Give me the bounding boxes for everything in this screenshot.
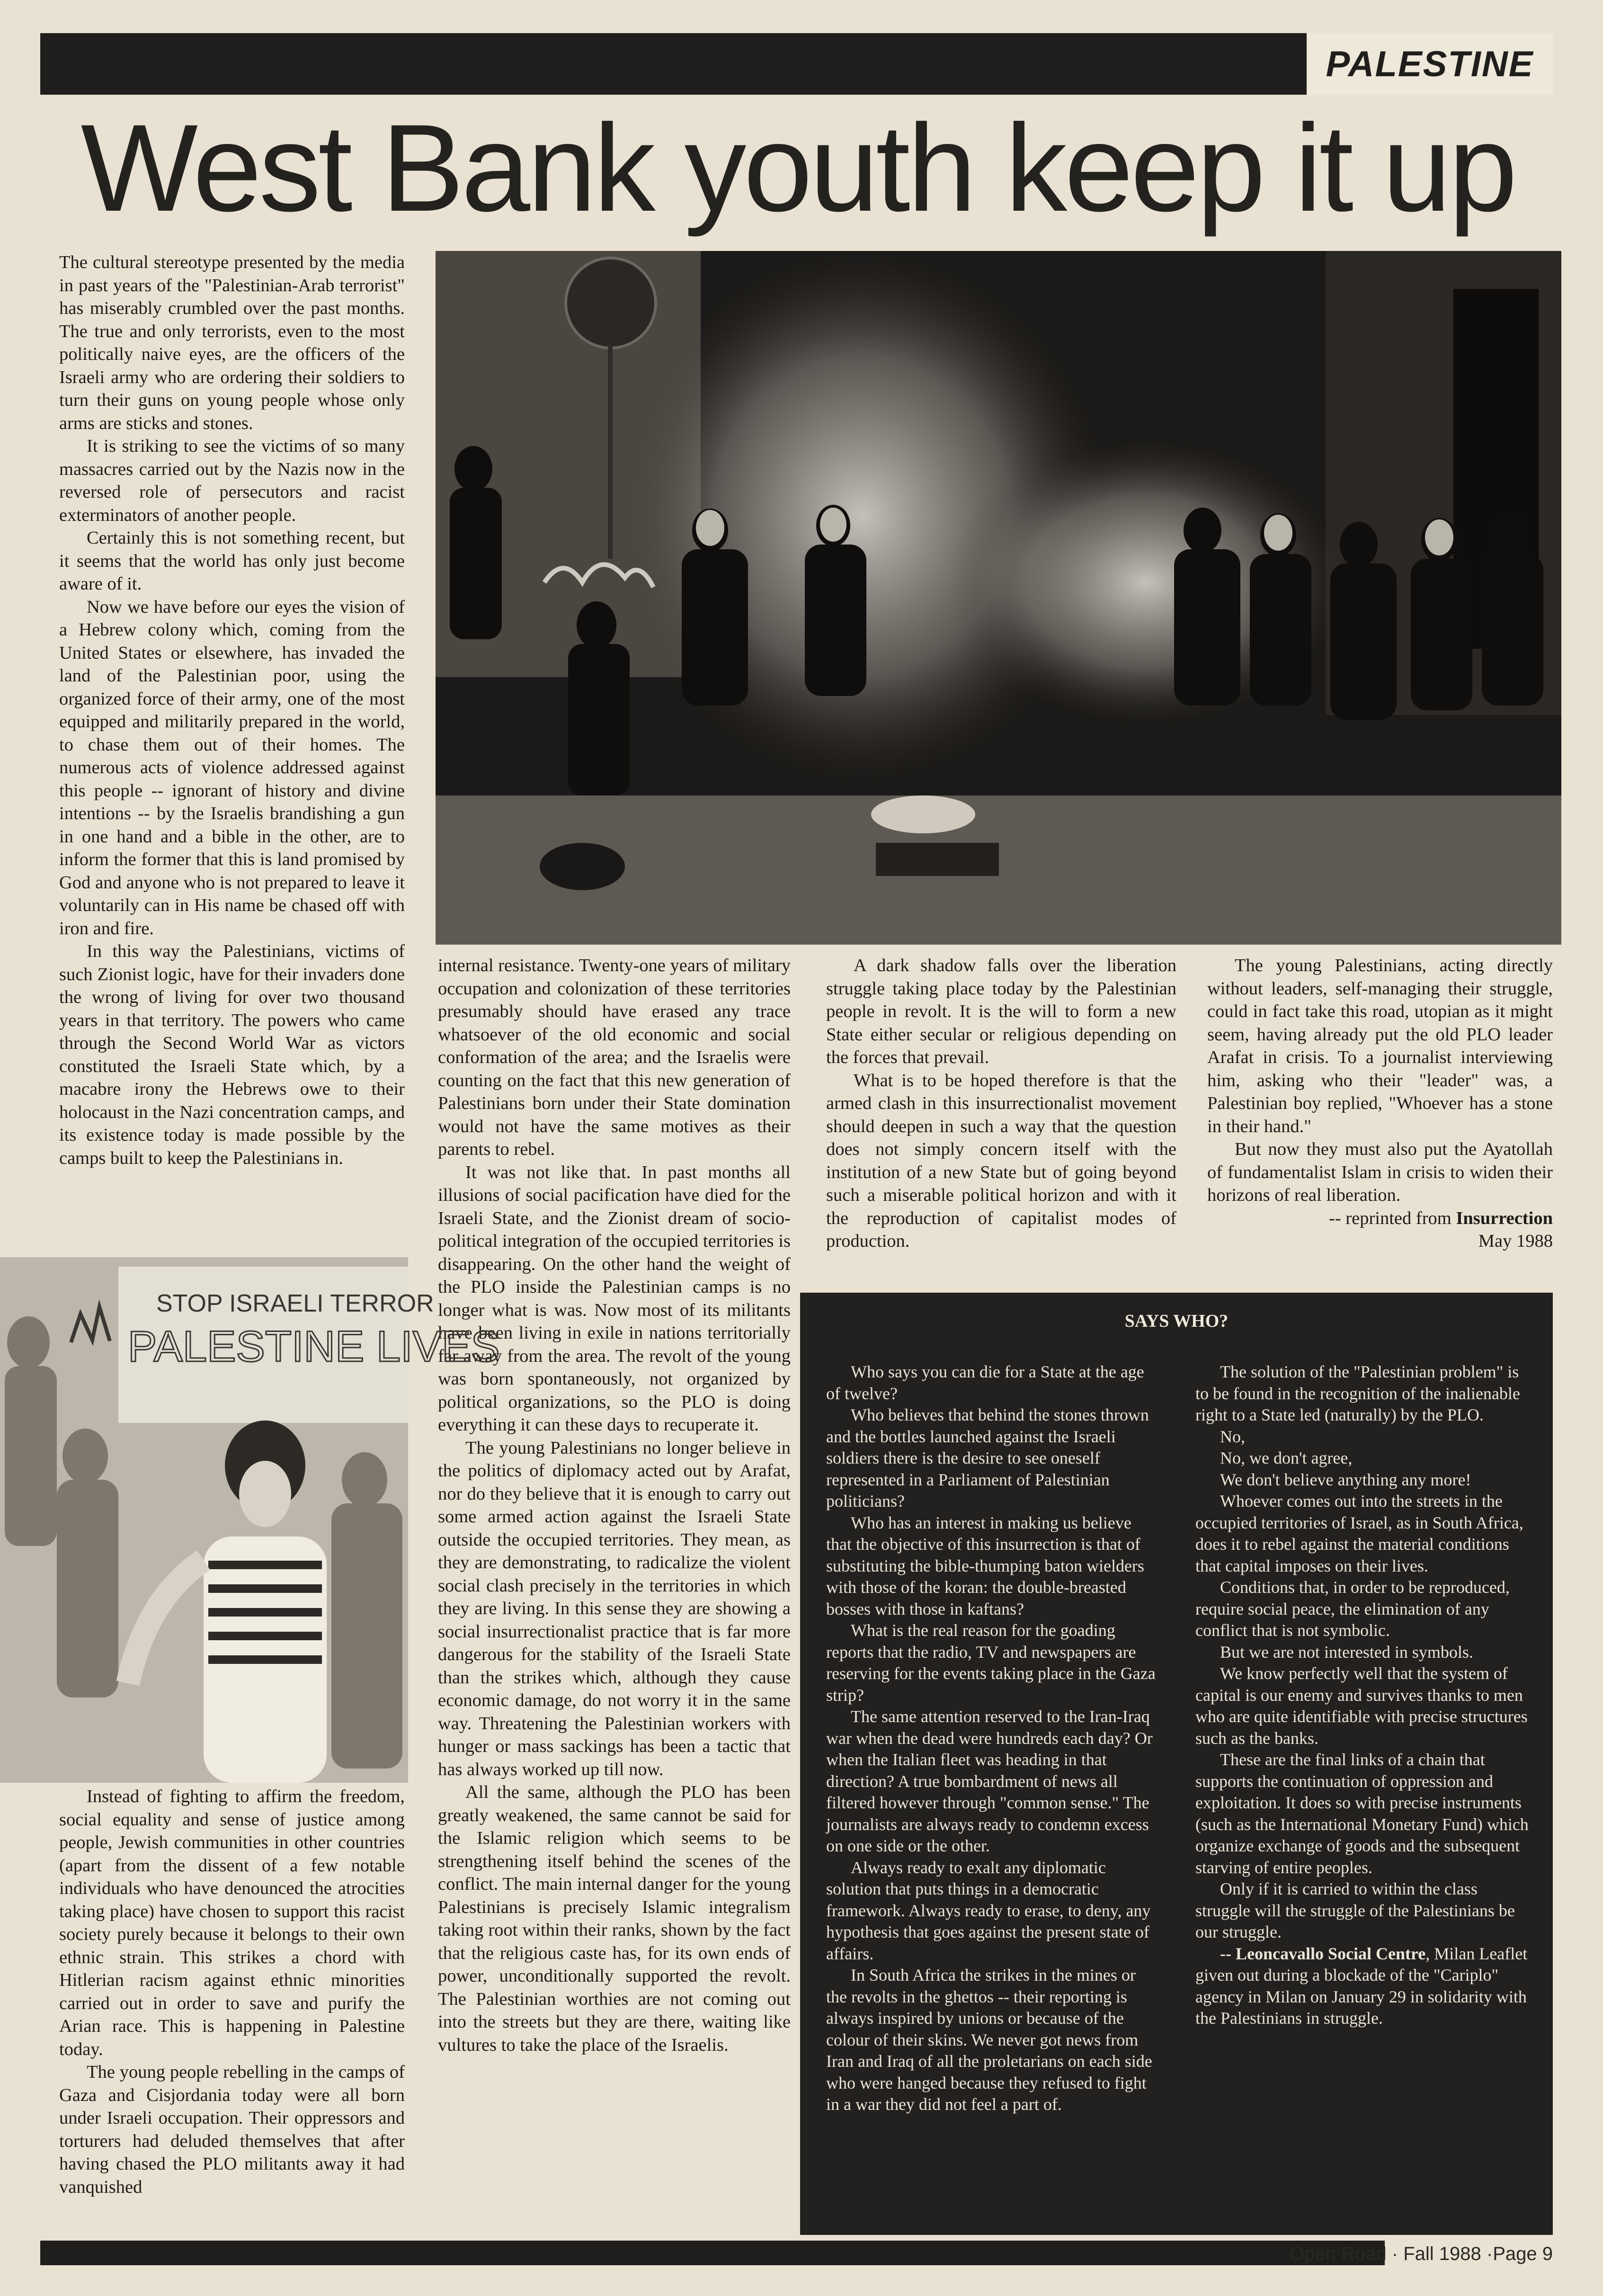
says-who-paragraph: Who has an interest in making us believe that the objective of this insurrection is that of substituting the bible-thumping baton wielders with those of the koran: the double-breasted bosses with those in kaftans? [826, 1513, 1144, 1618]
paragraph: internal resistance. Twenty-one years of military occupation and colonization of these territories presumably should have erased any trace whatsoever of the old economic and social conformation of the area; and the Israelis were counting on the fact that this new generation of Palestinians born under their State domination would not have the same motives as their parents to rebel. [438, 956, 791, 1159]
paragraph: What is to be hoped therefore is that the armed clash in this insurrectionalist movement should deepen in such a way that the question does not simply concern itself with the institution of a new State but of going beyond such a miserable political horizon and with it the reproduction of capitalist modes of production. [826, 1070, 1176, 1251]
credit-prefix: -- reprinted from [1329, 1208, 1456, 1228]
footer-bar [40, 2241, 1385, 2265]
says-who-paragraph: But we are not interested in symbols. [1220, 1642, 1473, 1662]
says-who-paragraph: Whoever comes out into the streets in the occupied territories of Israel, as in South Africa, does it to rebel against the material conditions that capital imposes on their lives. [1195, 1492, 1523, 1575]
paragraph: But now they must also put the Ayatollah of fundamentalist Islam in crisis to widen their horizons of real liberation. [1207, 1139, 1553, 1205]
says-who-paragraph: Conditions that, in order to be reproduced, require social peace, the elimination of any conflict that is not symbolic. [1195, 1578, 1510, 1640]
credit-line [1207, 1207, 1553, 1230]
says-who-paragraph: No, we don't agree, [1220, 1448, 1353, 1467]
main-photo-illustration [436, 251, 1561, 945]
says-who-right-column [1195, 1361, 1534, 2029]
paragraph: It was not like that. In past months all illusions of social pacification have died for the Israeli State, and the Zionist dream of socio-political integration of the occupied territories is disappearing. On the other hand the weight of the PLO inside the Palestinian camps is no longer what is was. Now most of its militants have been living in exile in nations territorially far away from the area. The revolt of the young was born spontaneously, not organized by political organizations, so the PLO is doing everything it can these days to recuperate it. [438, 1162, 791, 1435]
says-who-paragraph: Who says you can die for a State at the age of twelve? [826, 1362, 1144, 1403]
poster-photo [0, 1257, 500, 1783]
main-photo [436, 251, 1561, 945]
column-1 [59, 251, 405, 1170]
says-who-paragraph: Who believes that behind the stones thrown and the bottles launched against the Israeli soldiers there is the desire to see oneself represented in a Parliament of Palestinian politicians? [826, 1405, 1149, 1510]
says-who-paragraph: These are the final links of a chain that supports the continuation of oppression and exploitation. It does so with precise instruments (such as the International Monetary Fund) which organize exchange of goods and the subsequent starving of entire peoples. [1195, 1750, 1529, 1877]
column-4 [1207, 954, 1553, 1253]
paragraph: In this way the Palestinians, victims of such Zionist logic, have for their invaders done the wrong of living for over two thousand years in that territory. The powers who came through the Second World War as victors constituted the Israeli State which, by a macabre irony the Hebrews owe to their holocaust in the Nazi concentration camps, and its existence today is made possible by the camps built to keep the Palestinians in. [59, 941, 405, 1168]
section-header-bar [40, 33, 1553, 95]
says-who-paragraph: We don't believe anything any more! [1220, 1470, 1471, 1489]
poster-line-2: PALESTINE LIVES [128, 1322, 500, 1371]
paragraph: It is striking to see the victims of so many massacres carried out by the Nazis now in the reversed role of persecutors and racist exterminators of another people. [59, 436, 405, 525]
paragraph: A dark shadow falls over the liberation struggle taking place today by the Palestinian people in revolt. It is the will to form a new State either secular or religious depending on the forces that prevail. [826, 956, 1176, 1067]
says-who-paragraph: Always ready to exalt any diplomatic solution that puts things in a democratic framework. Always ready to erase, to deny, any hypothesis that goes against the present state of affairs. [826, 1858, 1151, 1963]
says-who-paragraph: We know perfectly well that the system of capital is our enemy and survives thanks to men who are quite identifiable with precise structures such as the banks. [1195, 1664, 1528, 1748]
says-who-left-column [826, 1361, 1158, 2116]
paragraph: Certainly this is not something recent, but it seems that the world has only just become aware of it. [59, 528, 405, 594]
paragraph: Instead of fighting to affirm the freedom, social equality and sense of justice among people, Jewish communities in other countries (apart from the dissent of a few notable individuals who have denounced the atrocities taking place) have chosen to support this racist society purely because it belongs to their own ethnic strain. This strikes a chord with Hitlerian racism against ethnic minorities carried out in order to save and purify the Arian race. This is happening in Palestine today. [59, 1787, 405, 2059]
paragraph: The young Palestinians, acting directly without leaders, self-managing their struggle, could in fact take this road, utopian as it might seem, having already put the old PLO leader Arafat in crisis. To a journalist interviewing him, asking who their "leader" was, a Palestinian boy replied, "Whoever has a stone in their hand." [1207, 956, 1553, 1136]
says-who-paragraph: No, [1220, 1427, 1245, 1446]
says-who-paragraph: Only if it is carried to within the class struggle will the struggle of the Palestinians be our struggle. [1195, 1879, 1515, 1941]
paragraph: The cultural stereotype presented by the media in past years of the "Palestinian-Arab terrorist" has miserably crumbled over the past months. The true and only terrorists, even to the most politically naive eyes, are the officers of the Israeli army who are ordering their soldiers to turn their guns on young people whose only arms are sticks and stones. [59, 252, 405, 433]
says-who-paragraph: The same attention reserved to the Iran-Iraq war when the dead were hundreds each day? Or when the Italian fleet was heading in that direction? A true bombardment of news all filtered however through "common sense." The journalists are always ready to condemn excess on one side or the other. [826, 1707, 1153, 1855]
column-3 [826, 954, 1176, 1253]
says-who-paragraph: The solution of the "Palestinian problem" is to be found in the recognition of the inalienable right to a State led (naturally) by the PLO. [1195, 1362, 1520, 1424]
says-who-box [800, 1293, 1553, 2235]
says-who-paragraph: What is the real reason for the goading reports that the radio, TV and newspapers are reserving for the events taking place in the Gaza strip? [826, 1621, 1156, 1705]
signature-rest: , Milan Leaflet given out during a blockade of the "Cariplo" agency in Milan on January 29 in solidarity with the Palestinians in struggle. [1195, 1944, 1528, 2028]
section-tag: PALESTINE [1307, 33, 1553, 95]
column-1-lower [59, 1785, 405, 2198]
says-who-paragraph: In South Africa the strikes in the mines or the revolts in the ghettos -- their reporting is always inspired by unions or because of the colour of their skins. We never got news from Iran and Iraq of all the proletarians on each side who were hanged because they refused to fight in a war they did not feel a part of. [826, 1965, 1152, 2114]
paragraph: The young people rebelling in the camps of Gaza and Cisjordania today were all born under Israeli occupation. Their oppressors and torturers had deluded themselves that after having chased the PLO militants away it had vanquished [59, 2062, 405, 2197]
says-who-title: SAYS WHO? [1124, 1311, 1229, 1331]
poster-line-1: STOP ISRAELI TERROR [156, 1290, 434, 1317]
signature-name: -- Leoncavallo Social Centre [1220, 1944, 1426, 1963]
says-who-signature [1195, 1943, 1534, 2029]
paragraph: Now we have before our eyes the vision of a Hebrew colony which, coming from the United States or elsewhere, has invaded the land of the Palestinian poor, using the organized force of their army, one of the most equipped and militarily prepared in the world, to chase them out of their homes. The numerous acts of violence addressed against this people -- ignorant of history and divine intentions -- by the Israelis brandishing a gun in one hand and a bible in the other, are to inform the former that this is land promised by God and anyone who is not prepared to leave it voluntarily can in His name be chased off with iron and fire. [59, 597, 405, 938]
paragraph: All the same, although the PLO has been greatly weakened, the same cannot be said for the Islamic religion which seems to be strengthening itself behind the scenes of the conflict. The main internal danger for the young Palestinians is precisely Islamic integralism taking root within their ranks, shown by the fact that the religious caste has, for its own ends of power, unconditionally supported the revolt. The Palestinian worthies are not coming out into the streets but they are there, waiting like vultures to take the place of the Israelis. [438, 1782, 791, 2055]
street-sign-icon [566, 258, 656, 348]
paragraph: The young Palestinians no longer believe in the politics of diplomacy acted out by Arafat, nor do they believe that it is enough to carry out some armed action against the Israeli State outside the occupied territories. They mean, as they are demonstrating, to radicalize the violent social clash precisely in the territories in which they are living. In this sense they are showing a social insurrectionalist practice that is far more dangerous for the stability of the Israeli State than the strikes which, although they cause economic damage, do not worry it in the same way. Threatening the Palestinian workers with hunger or mass sackings has been a tactic that has always worked up till now. [438, 1438, 791, 1779]
poster-photo-illustration [0, 1257, 500, 1783]
page-footer: Open Road · Fall 1988 ·Page 9 [1290, 2243, 1553, 2264]
credit-date: May 1988 [1478, 1231, 1553, 1251]
column-2 [438, 954, 791, 2056]
headline: West Bank youth keep it up [80, 98, 1515, 237]
credit-source: Insurrection [1456, 1208, 1553, 1228]
